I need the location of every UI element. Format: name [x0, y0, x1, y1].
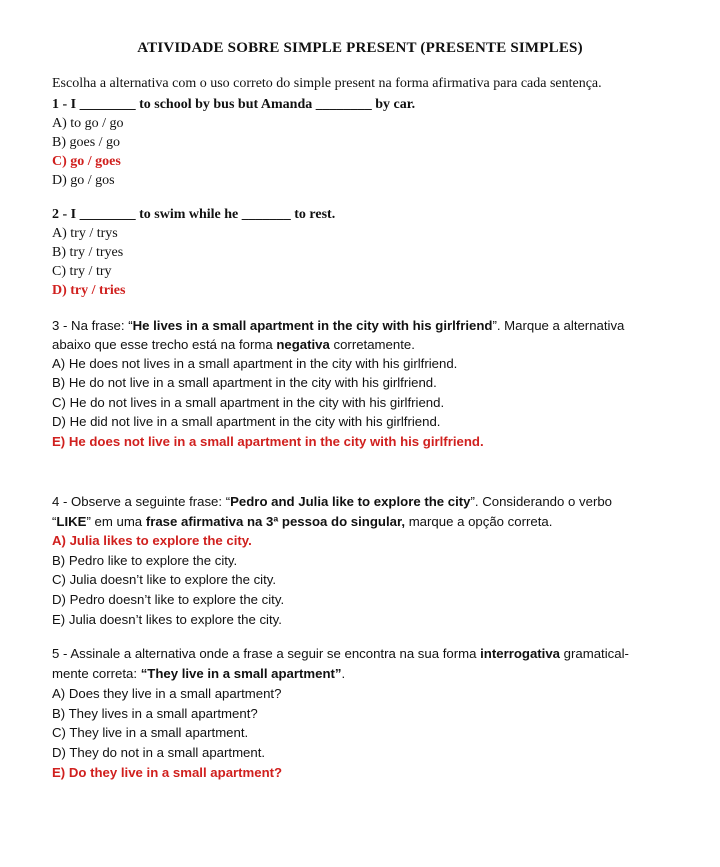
q2-option-b: B) try / tryes — [52, 245, 124, 260]
q5-bold: interrogativa — [480, 646, 561, 661]
q4-line2-open: “ — [52, 514, 57, 529]
q1-option-c-correct: C) go / goes — [52, 154, 121, 169]
q4-option-a-correct: A) Julia likes to explore the city. — [52, 533, 252, 548]
q5-after: gramatical- — [560, 646, 629, 661]
q5-option-e-correct: E) Do they live in a small apartment? — [52, 765, 283, 780]
q4-intro: 4 - Observe a seguinte frase: “ — [52, 494, 231, 509]
q4-option-d: D) Pedro doesn’t like to explore the city. — [52, 592, 285, 607]
q5-option-b: B) They lives in a small apartment? — [52, 706, 258, 721]
question-5 — [52, 646, 629, 661]
page-title: ATIVIDADE SOBRE SIMPLE PRESENT (PRESENTE SIMPLES) — [137, 40, 583, 56]
q4-option-b: B) Pedro like to explore the city. — [52, 553, 238, 568]
q2-option-d-correct: D) try / tries — [52, 283, 126, 298]
q3-quote: He lives in a small apartment in the city with his girlfriend — [132, 318, 493, 333]
q4-quote: Pedro and Julia like to explore the city — [230, 494, 471, 509]
q4-option-e: E) Julia doesn’t likes to explore the city. — [52, 612, 282, 627]
question-4-line-2 — [52, 514, 552, 529]
q1-option-a: A) to go / go — [52, 116, 124, 131]
q1-option-d: D) go / gos — [52, 173, 115, 188]
q5-line2-quote: “They live in a small apartment” — [140, 666, 342, 681]
q5-option-c: C) They live in a small apartment. — [52, 725, 249, 740]
q3-option-c: C) He do not lives in a small apartment in the city with his girlfriend. — [52, 395, 445, 410]
q5-line2-end: . — [341, 666, 346, 681]
q3-option-a: A) He does not lives in a small apartment in the city with his girlfriend. — [52, 356, 458, 371]
question-4 — [52, 494, 612, 509]
question-5-line-2 — [52, 666, 345, 681]
q3-option-b: B) He do not live in a small apartment in the city with his girlfriend. — [52, 375, 437, 390]
q3-option-e-correct: E) He does not live in a small apartment in the city with his girlfriend. — [52, 434, 484, 449]
q3-intro: 3 - Na frase: “ — [52, 318, 133, 333]
q3-after: ”. Marque a alternativa — [492, 318, 625, 333]
question-1: 1 - I ________ to school by bus but Amanda ________ by car. — [52, 97, 416, 112]
q5-option-d: D) They do not in a small apartment. — [52, 745, 266, 760]
q5-intro: 5 - Assinale a alternativa onde a frase a seguir se encontra na sua forma — [52, 646, 481, 661]
instruction-text: Escolha a alternativa com o uso correto do simple present na forma afirmativa para cada sentença. — [52, 76, 602, 91]
q3-line2-end: corretamente. — [329, 337, 415, 352]
q5-option-a: A) Does they live in a small apartment? — [52, 686, 282, 701]
q4-after: ”. Considerando o verbo — [470, 494, 612, 509]
question-3-line-2 — [52, 337, 415, 352]
q4-line2-end: marque a opção correta. — [405, 514, 553, 529]
question-3 — [52, 318, 624, 333]
q4-line2-mid: ” em uma — [86, 514, 146, 529]
q3-option-d: D) He did not live in a small apartment in the city with his girlfriend. — [52, 414, 441, 429]
q4-line2-word: LIKE — [56, 514, 87, 529]
q3-line2-start: abaixo que esse trecho está na forma — [52, 337, 277, 352]
q1-option-b: B) goes / go — [52, 135, 121, 150]
q4-option-c: C) Julia doesn’t like to explore the city. — [52, 572, 277, 587]
q2-option-c: C) try / try — [52, 264, 112, 279]
q3-line2-bold: negativa — [276, 337, 330, 352]
q2-option-a: A) try / trys — [52, 226, 118, 241]
q5-line2-start: mente correta: — [52, 666, 141, 681]
question-2: 2 - I ________ to swim while he _______ to rest. — [52, 207, 336, 222]
q4-line2-bold: frase afirmativa na 3ª pessoa do singular, — [145, 514, 406, 529]
